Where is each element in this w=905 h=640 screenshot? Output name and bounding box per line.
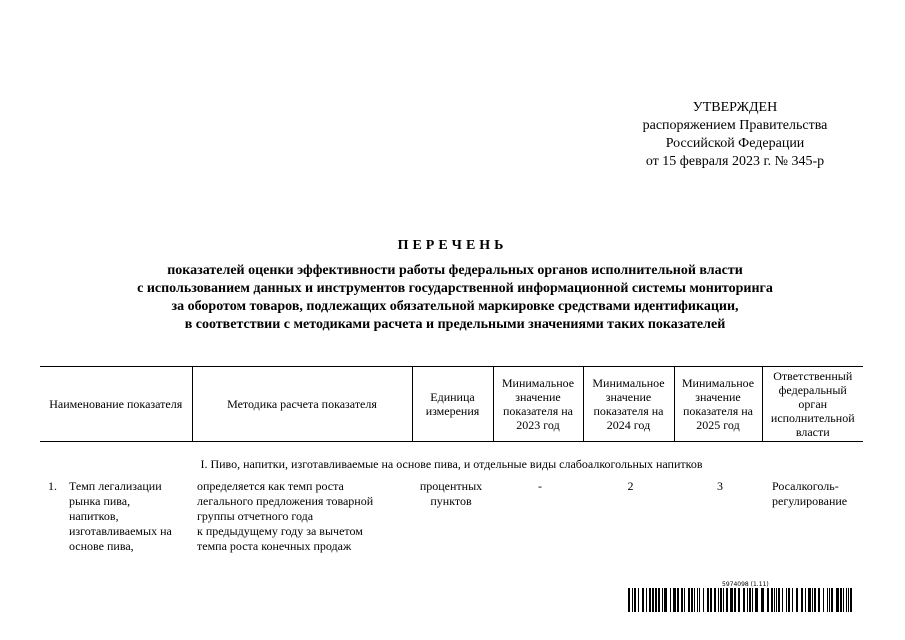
barcode-icon <box>628 588 855 612</box>
column-header-method: Методика расчета показателя <box>192 367 412 442</box>
subtitle-line: за оборотом товаров, подлежащих обязательной маркировке средствами идентификации, <box>171 299 739 314</box>
column-header-2023: Минимальное значение показателя на 2023 год <box>493 367 583 442</box>
column-header-name: Наименование показателя <box>40 367 192 442</box>
cell-line: изготавливаемых на <box>69 524 172 538</box>
row-value-2023: - <box>538 479 542 493</box>
subtitle-line: в соответствии с методиками расчета и предельными значениями таких показателей <box>184 317 726 332</box>
cell-line: группы отчетного года <box>197 509 314 523</box>
cell-line: пунктов <box>430 494 472 508</box>
column-header-unit: Единица измерения <box>412 367 493 442</box>
document-title: ПЕРЕЧЕНЬ <box>397 238 508 253</box>
cell-line: определяется как темп роста <box>197 479 344 493</box>
approval-line: УТВЕРЖДЕН <box>692 100 778 115</box>
approval-stamp <box>620 99 850 171</box>
indicators-table-header <box>40 366 863 442</box>
cell-line: процентных <box>419 479 483 493</box>
subtitle-line: показателей оценки эффективности работы федеральных органов исполнительной власти <box>167 263 743 278</box>
cell-line: к предыдущему году за вычетом <box>197 524 363 538</box>
row-number: 1. <box>48 479 57 493</box>
cell-line: основе пива, <box>69 539 134 553</box>
column-header-2024: Минимальное значение показателя на 2024 год <box>583 367 674 442</box>
cell-line: темпа роста конечных продаж <box>197 539 352 553</box>
section-heading: I. Пиво, напитки, изготавливаемые на основе пива, и отдельные виды слабоалкогольных напитков <box>200 457 703 471</box>
cell-line: Темп легализации <box>69 479 162 493</box>
cell-line: напитков, <box>69 509 119 523</box>
row-unit <box>405 479 497 509</box>
cell-line: регулирование <box>772 494 848 508</box>
subtitle-line: с использованием данных и инструментов государственной информационной системы мониторинга <box>137 281 773 296</box>
cell-line: легального предложения товарной <box>197 494 374 508</box>
row-indicator-name <box>69 479 172 554</box>
row-value-2024: 2 <box>627 479 634 493</box>
barcode-number: 5974098 (1.11) <box>722 581 769 588</box>
approval-date: от 15 февраля 2023 г. № 345-р <box>645 154 825 169</box>
approval-line: Российской Федерации <box>665 136 805 151</box>
row-authority <box>772 479 847 509</box>
cell-line: рынка пива, <box>69 494 131 508</box>
row-method <box>197 479 373 554</box>
row-value-2025: 3 <box>717 479 723 493</box>
cell-line: Росалкоголь- <box>772 479 839 493</box>
approval-line: распоряжением Правительства <box>642 118 828 133</box>
column-header-2025: Минимальное значение показателя на 2025 год <box>674 367 762 442</box>
column-header-authority: Ответственный федеральный орган исполнительной власти <box>762 367 863 442</box>
document-subtitle <box>60 262 850 334</box>
